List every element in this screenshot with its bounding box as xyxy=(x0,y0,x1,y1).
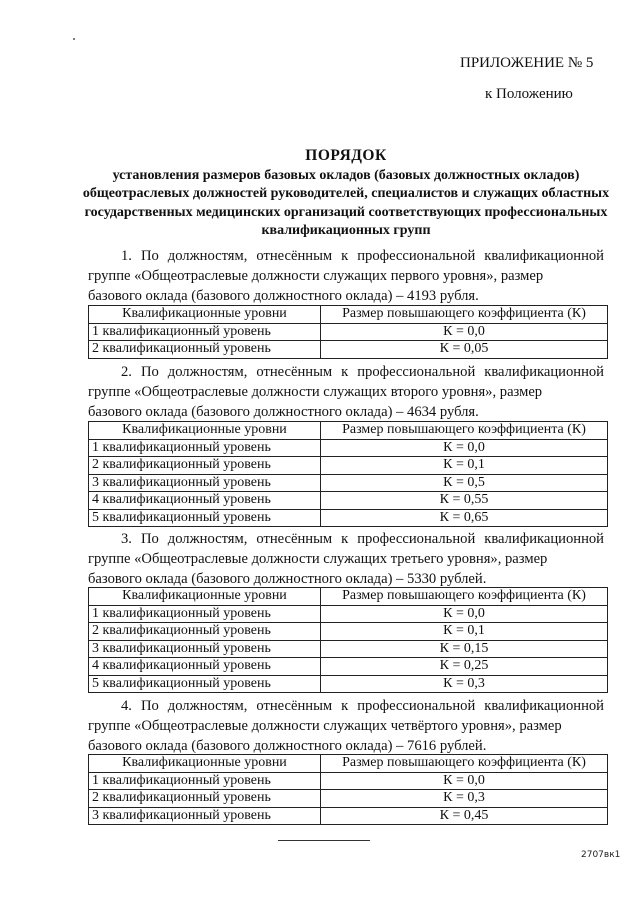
section-1-line2: базового оклада (базового должностного оклада) – 4193 рубля. xyxy=(88,287,479,304)
level-cell: 3 квалификационный уровень xyxy=(89,640,321,658)
section-4-line2: базового оклада (базового должностного оклада) – 7616 рублей. xyxy=(88,737,487,754)
level-cell: 1 квалификационный уровень xyxy=(89,323,321,341)
level-cell: 4 квалификационный уровень xyxy=(89,658,321,676)
section-2-text xyxy=(88,363,604,422)
coef-cell: К = 0,1 xyxy=(321,623,608,641)
coef-cell: К = 0,05 xyxy=(321,341,608,359)
level-cell: 5 квалификационный уровень xyxy=(89,509,321,527)
table-row xyxy=(89,323,608,341)
section-3-table xyxy=(88,587,608,693)
section-3-line2: базового оклада (базового должностного оклада) – 5330 рублей. xyxy=(88,570,487,587)
table-row xyxy=(89,790,608,808)
separator-line xyxy=(278,840,370,841)
section-2-line1: 2. По должностям, отнесённым к профессиональной квалификационной группе «Общеотраслевые должности служащих второго уровня», размер xyxy=(88,364,604,400)
coef-cell: К = 0,0 xyxy=(321,772,608,790)
document-title: ПОРЯДОК xyxy=(305,147,387,164)
section-1-line1: 1. По должностям, отнесённым к профессиональной квалификационной группе «Общеотраслевые должности служащих первого уровня», размер xyxy=(88,248,604,284)
section-1-table xyxy=(88,305,608,359)
section-4-line1: 4. По должностям, отнесённым к профессиональной квалификационной группе «Общеотраслевые должности служащих четвёртого уровня», размер xyxy=(88,698,604,734)
header-coef: Размер повышающего коэффициента (К) xyxy=(321,588,608,606)
level-cell: 2 квалификационный уровень xyxy=(89,790,321,808)
header-level: Квалификационные уровни xyxy=(89,422,321,440)
table-row xyxy=(89,492,608,510)
regulation-reference: к Положению xyxy=(485,86,573,102)
header-coef: Размер повышающего коэффициента (К) xyxy=(321,755,608,773)
coef-cell: К = 0,55 xyxy=(321,492,608,510)
section-2-line2: базового оклада (базового должностного оклада) – 4634 рубля. xyxy=(88,403,479,420)
section-4-table xyxy=(88,754,608,825)
level-cell: 2 квалификационный уровень xyxy=(89,457,321,475)
section-1-text xyxy=(88,247,604,306)
level-cell: 1 квалификационный уровень xyxy=(89,605,321,623)
header-coef: Размер повышающего коэффициента (К) xyxy=(321,306,608,324)
table-row xyxy=(89,772,608,790)
table-row xyxy=(89,658,608,676)
header-level: Квалификационные уровни xyxy=(89,755,321,773)
coef-cell: К = 0,1 xyxy=(321,457,608,475)
level-cell: 2 квалификационный уровень xyxy=(89,623,321,641)
table-header-row xyxy=(89,422,608,440)
document-code: 2707вк1 xyxy=(581,850,621,860)
table-row xyxy=(89,807,608,825)
coef-cell: К = 0,3 xyxy=(321,790,608,808)
coef-cell: К = 0,3 xyxy=(321,675,608,693)
scan-dot xyxy=(73,38,75,40)
level-cell: 1 квалификационный уровень xyxy=(89,439,321,457)
table-header-row xyxy=(89,588,608,606)
section-3-text xyxy=(88,530,604,589)
table-row xyxy=(89,509,608,527)
table-row xyxy=(89,439,608,457)
coef-cell: К = 0,0 xyxy=(321,605,608,623)
table-row xyxy=(89,341,608,359)
section-3-line1: 3. По должностям, отнесённым к профессиональной квалификационной группе «Общеотраслевые должности служащих третьего уровня», размер xyxy=(88,531,604,567)
table-header-row xyxy=(89,306,608,324)
table-row xyxy=(89,457,608,475)
section-4-text xyxy=(88,697,604,756)
coef-cell: К = 0,45 xyxy=(321,807,608,825)
coef-cell: К = 0,0 xyxy=(321,323,608,341)
table-row xyxy=(89,640,608,658)
level-cell: 4 квалификационный уровень xyxy=(89,492,321,510)
level-cell: 2 квалификационный уровень xyxy=(89,341,321,359)
table-row xyxy=(89,605,608,623)
level-cell: 3 квалификационный уровень xyxy=(89,474,321,492)
level-cell: 3 квалификационный уровень xyxy=(89,807,321,825)
table-row xyxy=(89,474,608,492)
header-coef: Размер повышающего коэффициента (К) xyxy=(321,422,608,440)
coef-cell: К = 0,5 xyxy=(321,474,608,492)
header-level: Квалификационные уровни xyxy=(89,588,321,606)
document-subtitle: установления размеров базовых окладов (базовых должностных окладов) общеотраслевых должностей руководителей, специалистов и служащих областных государственных медицинских организаций соответствующих профессиональных квалификационных групп xyxy=(82,168,610,238)
coef-cell: К = 0,0 xyxy=(321,439,608,457)
coef-cell: К = 0,25 xyxy=(321,658,608,676)
level-cell: 5 квалификационный уровень xyxy=(89,675,321,693)
coef-cell: К = 0,65 xyxy=(321,509,608,527)
table-header-row xyxy=(89,755,608,773)
coef-cell: К = 0,15 xyxy=(321,640,608,658)
section-2-table xyxy=(88,421,608,527)
table-row xyxy=(89,675,608,693)
appendix-label: ПРИЛОЖЕНИЕ № 5 xyxy=(460,55,594,71)
table-row xyxy=(89,623,608,641)
level-cell: 1 квалификационный уровень xyxy=(89,772,321,790)
header-level: Квалификационные уровни xyxy=(89,306,321,324)
